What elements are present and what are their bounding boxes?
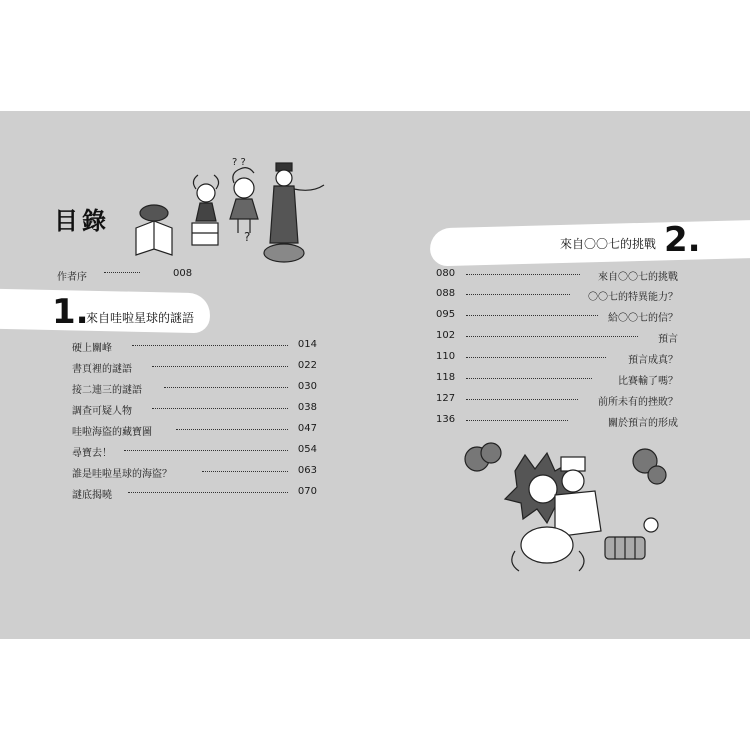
entry-title: 尋寶去！: [72, 448, 112, 459]
entry-title: 關於預言的形成: [608, 418, 678, 429]
entry-page: 088: [436, 288, 456, 299]
toc-entry[interactable]: [436, 393, 678, 407]
entry-page: 118: [436, 372, 456, 383]
preface-entry[interactable]: [57, 268, 197, 282]
chapter2-title[interactable]: 來自〇〇七的挑戰: [560, 237, 657, 251]
entry-title: 調查可疑人物: [72, 406, 132, 417]
entry-title: 硬上關峰: [72, 343, 112, 354]
dot-leader: [466, 357, 606, 358]
svg-text:?: ?: [244, 230, 251, 244]
toc-entry[interactable]: [72, 423, 317, 437]
toc-entry[interactable]: [72, 444, 317, 458]
dot-leader: [466, 378, 592, 379]
entry-title: 預言: [658, 334, 678, 345]
entry-title: 誰是哇啦星球的海盜？: [72, 469, 172, 480]
toc-entry[interactable]: [72, 339, 317, 353]
entry-page: 014: [297, 339, 317, 350]
entry-page: 136: [436, 414, 456, 425]
dot-leader: [176, 429, 288, 430]
entry-title: 給〇〇七的信？: [608, 313, 678, 324]
entry-title: 謎底揭曉: [72, 490, 112, 501]
dot-leader: [466, 294, 570, 295]
entry-title: 接二連三的謎語: [72, 385, 142, 396]
dot-leader: [466, 315, 598, 316]
dot-leader: [466, 336, 638, 337]
entry-title: 哇啦海盜的藏寶圖: [72, 427, 152, 438]
toc-entry[interactable]: [436, 330, 678, 344]
entry-page: 110: [436, 351, 456, 362]
entry-page: 080: [436, 268, 456, 279]
toc-entry[interactable]: [436, 309, 678, 323]
chapter1-title[interactable]: 來自哇啦星球的謎語: [86, 311, 195, 325]
toc-entry[interactable]: [436, 414, 678, 428]
three-girls-illustration: [134, 153, 334, 263]
toc-entry[interactable]: [72, 465, 317, 479]
toc-entry[interactable]: [436, 351, 678, 365]
dot-leader: [466, 399, 578, 400]
entry-page: 095: [436, 309, 456, 320]
entry-title: 預言成真？: [628, 355, 678, 366]
dot-leader: [466, 274, 580, 275]
chapter1-toc: [72, 339, 317, 499]
entry-page: 063: [297, 465, 317, 476]
toc-entry[interactable]: [436, 288, 678, 302]
chapter2-number: 2.: [664, 220, 701, 260]
dot-leader: [104, 272, 140, 273]
page-title: 目錄: [54, 207, 110, 235]
dot-leader: [152, 408, 288, 409]
entry-title: 來自〇〇七的挑戰: [598, 272, 678, 283]
entry-page: 047: [297, 423, 317, 434]
dot-leader: [128, 492, 288, 493]
dot-leader: [164, 387, 288, 388]
chapter2-toc: [436, 268, 678, 428]
entry-page: 038: [297, 402, 317, 413]
svg-text:? ?: ? ?: [232, 157, 246, 168]
toc-entry[interactable]: [436, 268, 678, 282]
toc-entry[interactable]: [72, 360, 317, 374]
toc-entry[interactable]: [72, 381, 317, 395]
dot-leader: [202, 471, 288, 472]
snake-king-mascot-illustration: [455, 441, 685, 581]
dot-leader: [152, 366, 288, 367]
toc-entry[interactable]: [72, 486, 317, 500]
entry-title: 〇〇七的特異能力？: [588, 292, 678, 303]
entry-title: 比賽輸了嗎？: [618, 376, 678, 387]
entry-title: 前所未有的挫敗？: [598, 397, 678, 408]
entry-page: 102: [436, 330, 456, 341]
book-spread: [0, 111, 750, 639]
dot-leader: [132, 345, 288, 346]
dot-leader: [124, 450, 288, 451]
dot-leader: [466, 420, 568, 421]
entry-title: 書頁裡的謎語: [72, 364, 132, 375]
chapter1-number: 1.: [52, 292, 89, 332]
preface-page: 008: [173, 268, 193, 279]
entry-page: 054: [297, 444, 317, 455]
preface-label: 作者序: [57, 272, 87, 283]
entry-page: 127: [436, 393, 456, 404]
entry-page: 070: [297, 486, 317, 497]
toc-entry[interactable]: [436, 372, 678, 386]
entry-page: 030: [297, 381, 317, 392]
entry-page: 022: [297, 360, 317, 371]
toc-entry[interactable]: [72, 402, 317, 416]
